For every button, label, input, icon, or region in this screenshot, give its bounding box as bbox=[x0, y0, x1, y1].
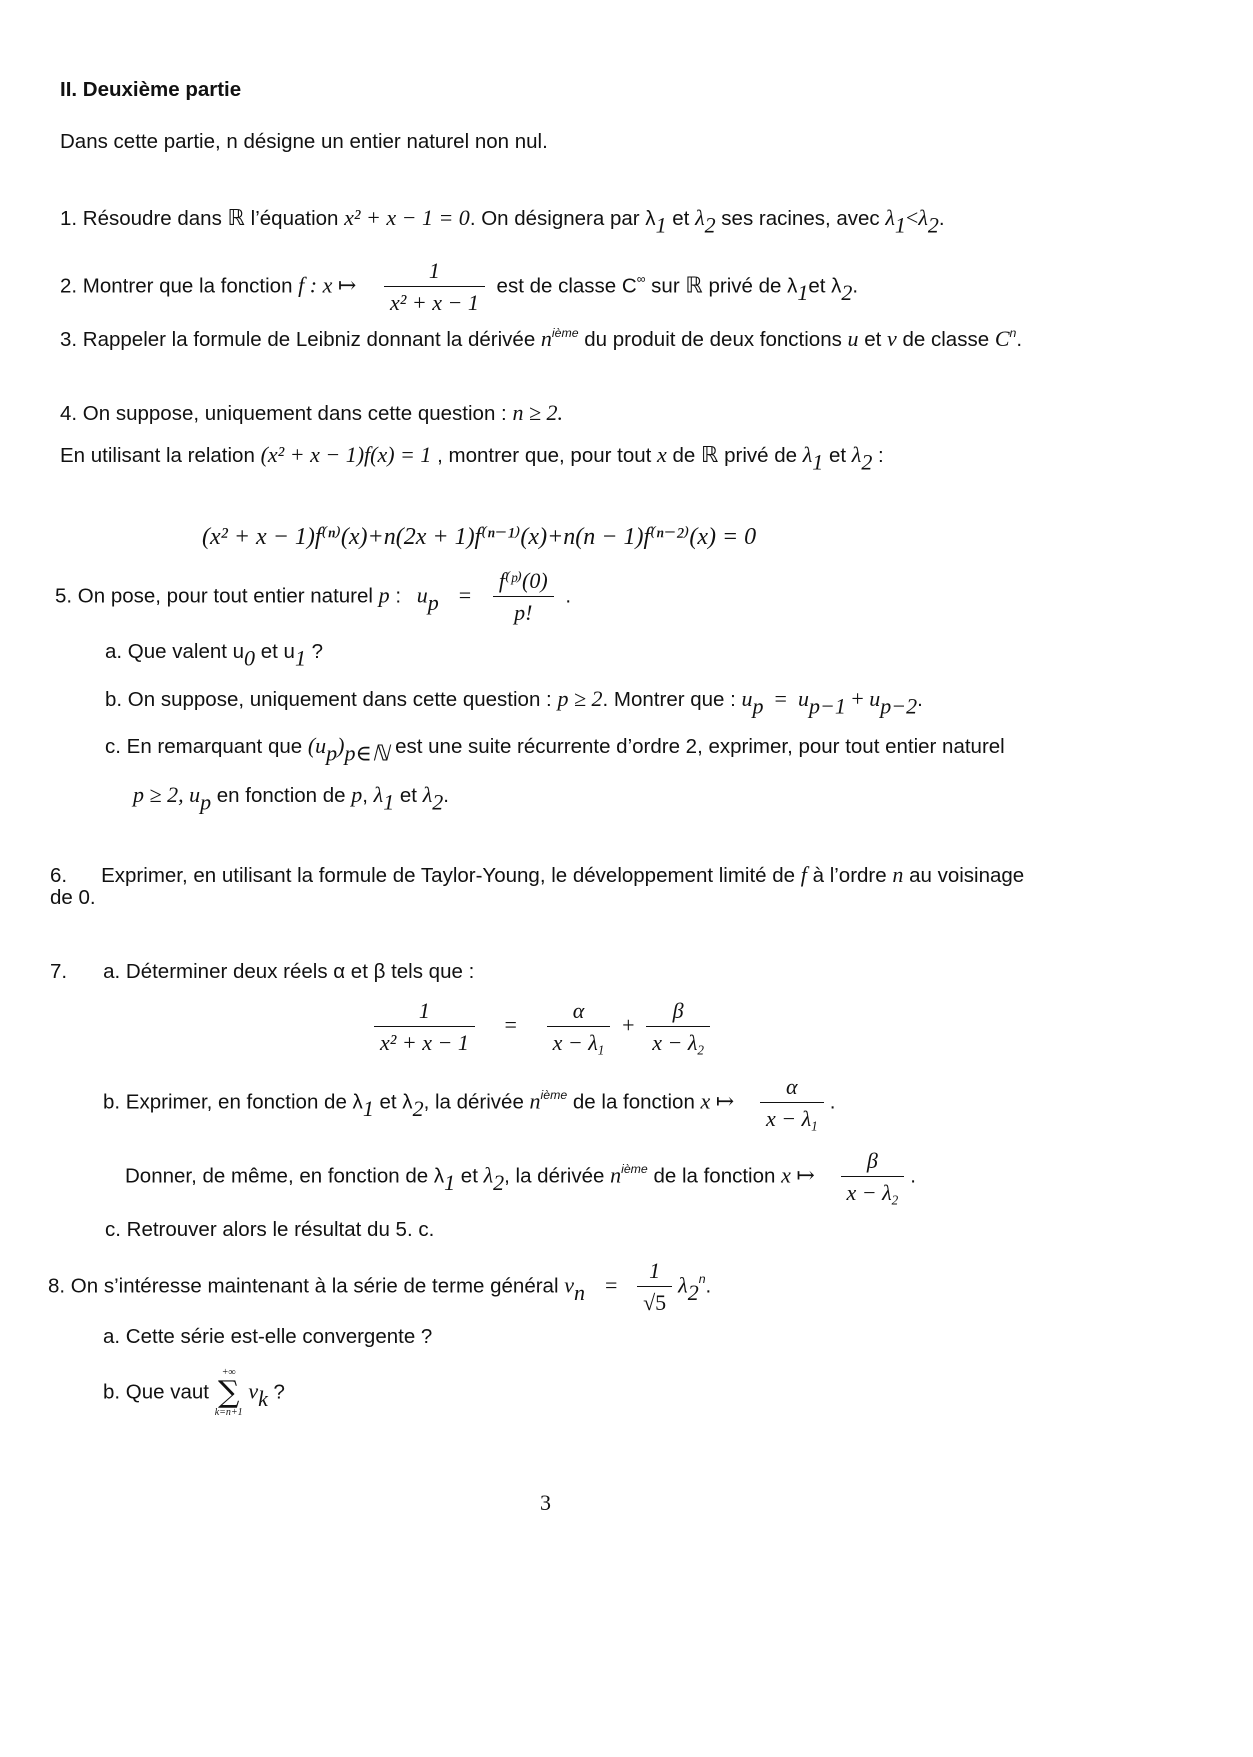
question-7b: b. Exprimer, en fonction de $\lambda_1$ et $\lambda_2$, la dérivée $n^{ième}$ de la fonction x ↦ $\frac{\alpha}{x - \lambda_1}$ . bbox=[103, 1074, 836, 1134]
section-heading: II. Deuxième partie bbox=[60, 78, 242, 101]
question-5b: b. On suppose, uniquement dans cette question : p ≥ 2. Montrer que : $u_p = u_{p-1} + u_{p-2}$. bbox=[105, 686, 923, 719]
question-6: 6. Exprimer, en utilisant la formule de Taylor-Young, le développement limité de f à l’ordre n au voisinage bbox=[50, 862, 1025, 887]
question-4-formula: (x² + x − 1)f⁽ⁿ⁾(x)+n(2x + 1)f⁽ⁿ⁻¹⁾(x)+n(n − 1)f⁽ⁿ⁻²⁾(x) = 0 bbox=[202, 524, 757, 550]
fraction-f: $\frac{1}{\text{x² + x − 1}}$ bbox=[384, 258, 485, 316]
question-4-relation: En utilisant la relation (x² + x − 1)f(x) = 1 , montrer que, pour tout x de ℝ privé de $\lambda_1$ et $\lambda_2$ : bbox=[60, 442, 884, 475]
question-1: 1. Résoudre dans ℝ l’équation x² + x − 1 = 0. On désignera par $\lambda_1$ et $\lambda_2$ ses racines, avec $\lambda_1<\lambda_2$. bbox=[60, 205, 945, 238]
fraction-up: $\frac{\text{f⁽ᵖ⁾(0)}}{p!}$ bbox=[493, 568, 554, 626]
summation-sign: +∞ ∑ k=n+1 bbox=[214, 1367, 243, 1418]
question-8a: a. Cette série est-elle convergente ? bbox=[103, 1325, 433, 1348]
fraction-alpha-term: $\frac{\alpha}{x - \lambda_1}$ bbox=[760, 1074, 824, 1132]
fraction-lhs: $\frac{1}{\text{x² + x − 1}}$ bbox=[374, 998, 475, 1056]
question-5: 5. On pose, pour tout entier naturel p : $u_p$ = $\frac{\text{f⁽ᵖ⁾(0)}}{p!}$ . bbox=[55, 568, 572, 625]
fraction-alpha: $\frac{\alpha}{x - \lambda_1}$ bbox=[547, 998, 611, 1056]
question-5c-line2: p ≥ 2, $u_p$ en fonction de p, $\lambda_1$ et $\lambda_2$. bbox=[133, 782, 449, 815]
question-6-line2: de 0. bbox=[50, 886, 96, 909]
question-7c: c. Retrouver alors le résultat du 5. c. bbox=[105, 1218, 435, 1241]
page-number: 3 bbox=[540, 1490, 551, 1515]
question-5c: c. En remarquant que $(u_p)_{p\in ℕ}$ est une suite récurrente d’ordre 2, exprimer, pour tout entier naturel bbox=[105, 733, 1005, 766]
question-4: 4. On suppose, uniquement dans cette question : n ≥ 2. bbox=[60, 400, 564, 425]
intro-text: Dans cette partie, n désigne un entier naturel non nul. bbox=[60, 130, 548, 153]
question-5a: a. Que valent $u_0$ et $u_1$ ? bbox=[105, 640, 324, 671]
question-8: 8. On s’intéresse maintenant à la série de terme général $v_n$ = $\frac{1}{√5}$ $\lambda_2^n$. bbox=[48, 1258, 712, 1315]
question-7-partial-fractions: $\frac{1}{\text{x² + x − 1}}$ = $\frac{\alpha}{x - \lambda_1}$ + $\frac{\beta}{x - \lambda_2}$ bbox=[368, 998, 716, 1056]
question-7b-line2: Donner, de même, en fonction de $\lambda_1$ et $\lambda_2$, la dérivée $n^{ième}$ de la fonction x ↦ $\frac{\beta}{x - \lambda_2}$ . bbox=[125, 1148, 916, 1208]
question-3: 3. Rappeler la formule de Leibniz donnant la dérivée $n^{ième}$ du produit de deux fonctions u et v de classe $C^n$. bbox=[60, 325, 1023, 351]
fraction-one-over-sqrt5: $\frac{1}{√5}$ bbox=[637, 1258, 672, 1316]
question-2: 2. Montrer que la fonction f : x ↦ $\frac{1}{\text{x² + x − 1}}$ est de classe C∞ sur ℝ privé de $\lambda_1et$ $\lambda_2$. bbox=[60, 258, 859, 315]
question-7: 7. a. Déterminer deux réels α et β tels que : bbox=[50, 960, 475, 983]
fraction-beta: $\frac{\beta}{x - \lambda_2}$ bbox=[646, 998, 710, 1056]
fraction-beta-term: $\frac{\beta}{x - \lambda_2}$ bbox=[841, 1148, 905, 1206]
question-8b: b. Que vaut +∞ ∑ k=n+1 $v_k$ ? bbox=[103, 1367, 285, 1418]
